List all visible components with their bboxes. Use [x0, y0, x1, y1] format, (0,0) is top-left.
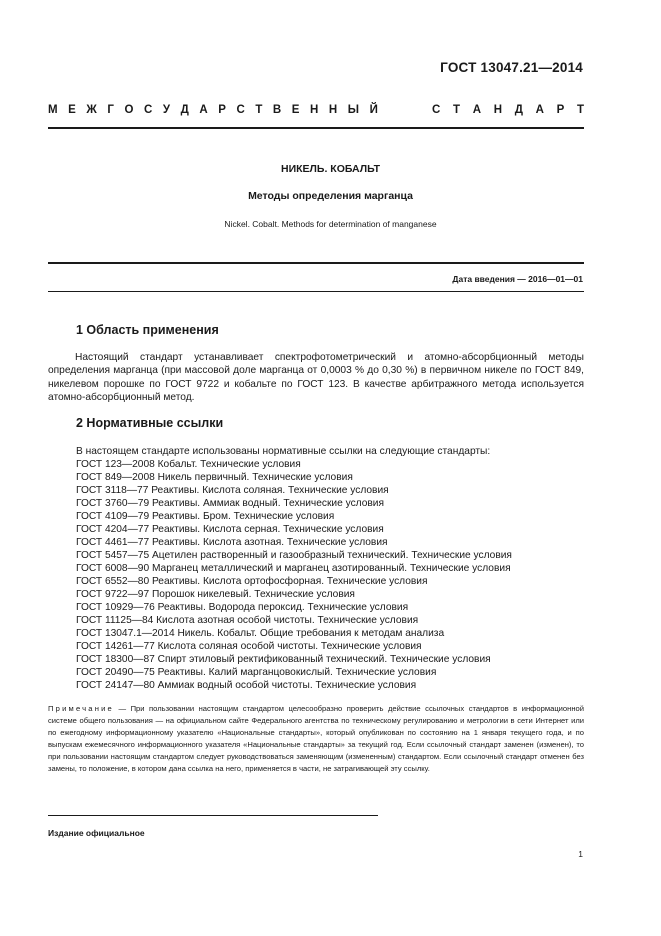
document-subtitle: Методы определения марганца	[248, 190, 413, 202]
note-label: Примечание	[48, 704, 114, 713]
reference-item: ГОСТ 5457—75 Ацетилен растворенный и газообразный технический. Технические условия	[76, 550, 512, 561]
reference-item: ГОСТ 18300—87 Спирт этиловый ректификованный технический. Технические условия	[76, 654, 491, 665]
date-divider	[48, 291, 584, 292]
introduction-date: Дата введения — 2016—01—01	[452, 274, 583, 284]
letter: Е	[291, 104, 300, 116]
reference-item: ГОСТ 13047.1—2014 Никель. Кобальт. Общие требования к методам анализа	[76, 628, 445, 639]
reference-item: ГОСТ 14261—77 Кислота соляная особой чистоты. Технические условия	[76, 641, 422, 652]
letter: Е	[68, 104, 76, 116]
letter: Т	[576, 104, 584, 116]
english-title: Nickel. Cobalt. Methods for determination of manganese	[224, 219, 437, 229]
reference-item: ГОСТ 4461—77 Реактивы. Кислота азотная. Технические условия	[76, 537, 388, 548]
letter: Д	[180, 104, 189, 116]
letter: Р	[556, 104, 565, 116]
footer-divider	[48, 815, 378, 816]
reference-item: ГОСТ 20490—75 Реактивы. Калий марганцовокислый. Технические условия	[76, 667, 437, 678]
letter: Н	[310, 104, 319, 116]
section-2-heading: 2 Нормативные ссылки	[76, 416, 224, 430]
reference-item: ГОСТ 6008—90 Марганец металлический и марганец азотированный. Технические условия	[76, 563, 511, 574]
interstate-standard-heading	[48, 104, 584, 116]
reference-item: ГОСТ 3118—77 Реактивы. Кислота соляная. Технические условия	[76, 485, 389, 496]
section-1-text	[48, 351, 584, 404]
letter: Й	[369, 104, 378, 116]
reference-item: ГОСТ 4204—77 Реактивы. Кислота серная. Технические условия	[76, 524, 384, 535]
letter: О	[124, 104, 134, 116]
reference-item: ГОСТ 4109—79 Реактивы. Бром. Технические условия	[76, 511, 335, 522]
letter: С	[143, 104, 153, 116]
letter: Т	[453, 104, 461, 116]
letter: Г	[107, 104, 114, 116]
letter: А	[199, 104, 208, 116]
title-divider	[48, 262, 584, 264]
letter: А	[472, 104, 482, 116]
references-note	[48, 703, 584, 775]
letter: Ы	[347, 104, 360, 116]
letter: Н	[328, 104, 338, 116]
official-edition-label: Издание официальное	[48, 828, 145, 838]
reference-item: ГОСТ 24147—80 Аммиак водный особой чистоты. Технические условия	[76, 680, 417, 691]
reference-item: ГОСТ 3760—79 Реактивы. Аммиак водный. Технические условия	[76, 498, 385, 509]
interstate-word	[48, 104, 378, 116]
letter: Ж	[86, 104, 97, 116]
reference-item: ГОСТ 9722—97 Порошок никелевый. Технические условия	[76, 589, 355, 600]
letter: Д	[514, 104, 523, 116]
letter: Т	[255, 104, 263, 116]
letter: С	[432, 104, 441, 116]
letter: С	[236, 104, 245, 116]
letter: Н	[493, 104, 503, 116]
reference-item: ГОСТ 11125—84 Кислота азотная особой чистоты. Технические условия	[76, 615, 419, 626]
section-1-heading: 1 Область применения	[76, 323, 219, 337]
note-text: — При пользовании настоящим стандартом целесообразно проверить действие ссылочных стандартов в информационной системе общего пользования — на официальном сайте Федерального агентства по техническому регулированию и метрологии в сети Интернет или по ежегодному информационному указателю «Национальные стандарты», который опубликован по состоянию на 1 января текущего года, и по выпускам ежемесячного информационного указателя «Национальные стандарты» за текущий год. Если ссылочный стандарт заменен (изменен), то при пользовании настоящим стандартом следует руководствоваться заменяющим (измененным) стандартом. Если ссылочный стандарт отменен без замены, то положение, в котором дана ссылка на него, применяется в части, не затрагивающей эту ссылку.	[48, 704, 584, 773]
reference-item: ГОСТ 6552—80 Реактивы. Кислота ортофосфорная. Технические условия	[76, 576, 428, 587]
page-number: 1	[578, 849, 583, 859]
section-1-body: Настоящий стандарт устанавливает спектрофотометрический и атомно-абсорбционный методы определения марганца (при массовой доле марганца от 0,0003 % до 0,30 %) в первичном никеле по ГОСТ 849, никелевом порошке по ГОСТ 9722 и кобальте по ГОСТ 123. В качестве арбитражного метода используется атомно-абсорбционный метод.	[48, 352, 584, 403]
document-code: ГОСТ 13047.21—2014	[440, 60, 583, 75]
letter: А	[535, 104, 544, 116]
letter: У	[162, 104, 170, 116]
reference-item: ГОСТ 10929—76 Реактивы. Водорода пероксид. Технические условия	[76, 602, 409, 613]
references-intro: В настоящем стандарте использованы нормативные ссылки на следующие стандарты:	[76, 446, 491, 457]
standard-word	[432, 104, 584, 116]
header-divider	[48, 127, 584, 129]
references-list	[76, 445, 584, 692]
document-title: НИКЕЛЬ. КОБАЛЬТ	[281, 163, 380, 175]
letter: Р	[218, 104, 226, 116]
reference-item: ГОСТ 123—2008 Кобальт. Технические условия	[76, 459, 301, 470]
letter: М	[48, 104, 58, 116]
reference-item: ГОСТ 849—2008 Никель первичный. Технические условия	[76, 472, 353, 483]
letter: В	[272, 104, 282, 116]
